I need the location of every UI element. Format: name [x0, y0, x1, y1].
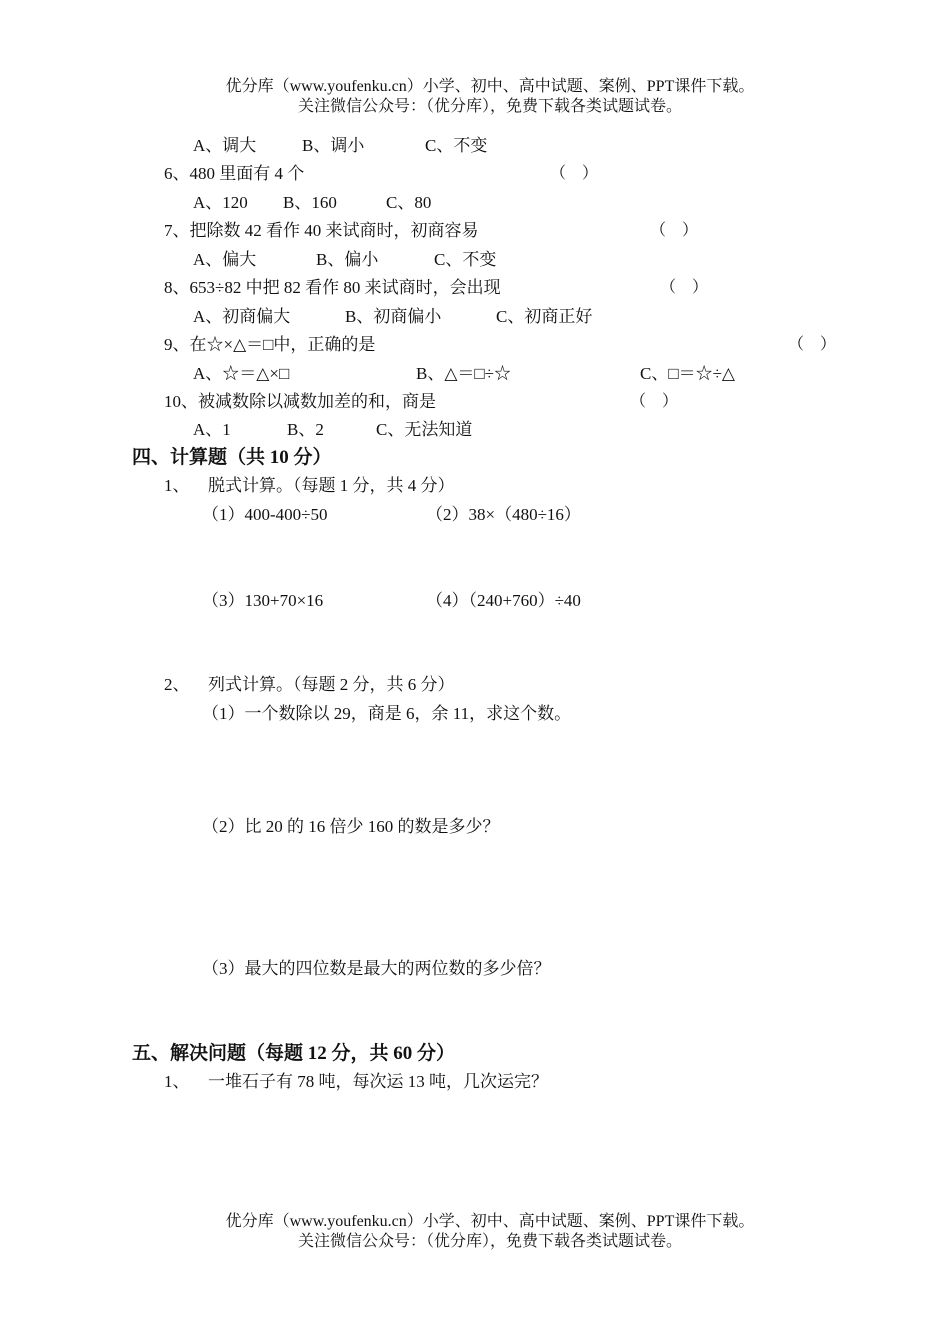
q5-option-b: B、调小: [302, 136, 365, 155]
q6-option-a: A、120: [193, 193, 248, 212]
q9-option-a: A、☆＝△×□: [193, 364, 290, 383]
q9-option-c: C、□＝☆÷△: [640, 364, 736, 383]
q10-option-c: C、无法知道: [376, 420, 473, 439]
q8-text: 8、653÷82 中把 82 看作 80 来试商时，会出现: [164, 278, 501, 297]
section-5-q1-text: 一堆石子有 78 吨，每次运 13 吨，几次运完？: [208, 1072, 548, 1091]
calc-item-4: （4）（240+760）÷40: [426, 591, 581, 610]
word-calc-item-2: （2）比 20 的 16 倍少 160 的数是多少？: [202, 817, 500, 836]
word-calc-item-1: （1）一个数除以 29，商是 6，余 11，求这个数。: [202, 704, 572, 723]
section-4-part-2-number: 2、: [164, 675, 190, 694]
q9-answer-paren: （ ）: [788, 336, 837, 353]
q7-option-b: B、偏小: [316, 250, 379, 269]
footer-line-1: 优分库（www.youfenku.cn）小学、初中、高中试题、案例、PPT课件下载。: [225, 1213, 755, 1230]
q5-option-c: C、不变: [425, 136, 488, 155]
q9-option-b: B、△＝□÷☆: [416, 364, 512, 383]
calc-item-3: （3）130+70×16: [202, 591, 324, 610]
q7-text: 7、把除数 42 看作 40 来试商时，初商容易: [164, 221, 479, 240]
section-5-q1-number: 1、: [164, 1072, 190, 1091]
q9-text: 9、在☆×△＝□中，正确的是: [164, 335, 376, 354]
q10-text: 10、被减数除以减数加差的和，商是: [164, 392, 436, 411]
q7-option-a: A、偏大: [193, 250, 257, 269]
header-line-1: 优分库（www.youfenku.cn）小学、初中、高中试题、案例、PPT课件下载。: [225, 78, 755, 95]
q8-option-a: A、初商偏大: [193, 307, 291, 326]
word-calc-item-3: （3）最大的四位数是最大的两位数的多少倍？: [202, 959, 551, 978]
q6-option-b: B、160: [283, 193, 337, 212]
section-5-title: 五、解决问题（每题 12 分，共 60 分）: [132, 1043, 456, 1064]
q8-option-c: C、初商正好: [496, 307, 593, 326]
q8-answer-paren: （ ）: [660, 279, 709, 296]
q10-answer-paren: （ ）: [630, 393, 679, 410]
q5-option-a: A、调大: [193, 136, 257, 155]
q6-text: 6、480 里面有 4 个: [164, 164, 305, 183]
q6-answer-paren: （ ）: [550, 165, 599, 182]
q6-option-c: C、80: [386, 193, 432, 212]
q8-option-b: B、初商偏小: [345, 307, 442, 326]
q7-answer-paren: （ ）: [650, 222, 699, 239]
section-4-part-1-number: 1、: [164, 476, 190, 495]
q10-option-a: A、1: [193, 420, 231, 439]
section-4-part-2-title: 列式计算。（每题 2 分，共 6 分）: [208, 675, 455, 694]
section-4-title: 四、计算题（共 10 分）: [132, 447, 332, 468]
q7-option-c: C、不变: [434, 250, 497, 269]
footer-line-2: 关注微信公众号：（优分库），免费下载各类试题试卷。: [297, 1233, 682, 1250]
q10-option-b: B、2: [287, 420, 324, 439]
header-line-2: 关注微信公众号：（优分库），免费下载各类试题试卷。: [297, 98, 682, 115]
calc-item-1: （1）400-400÷50: [202, 505, 328, 524]
section-4-part-1-title: 脱式计算。（每题 1 分，共 4 分）: [208, 476, 455, 495]
calc-item-2: （2）38×（480÷16）: [426, 505, 581, 524]
